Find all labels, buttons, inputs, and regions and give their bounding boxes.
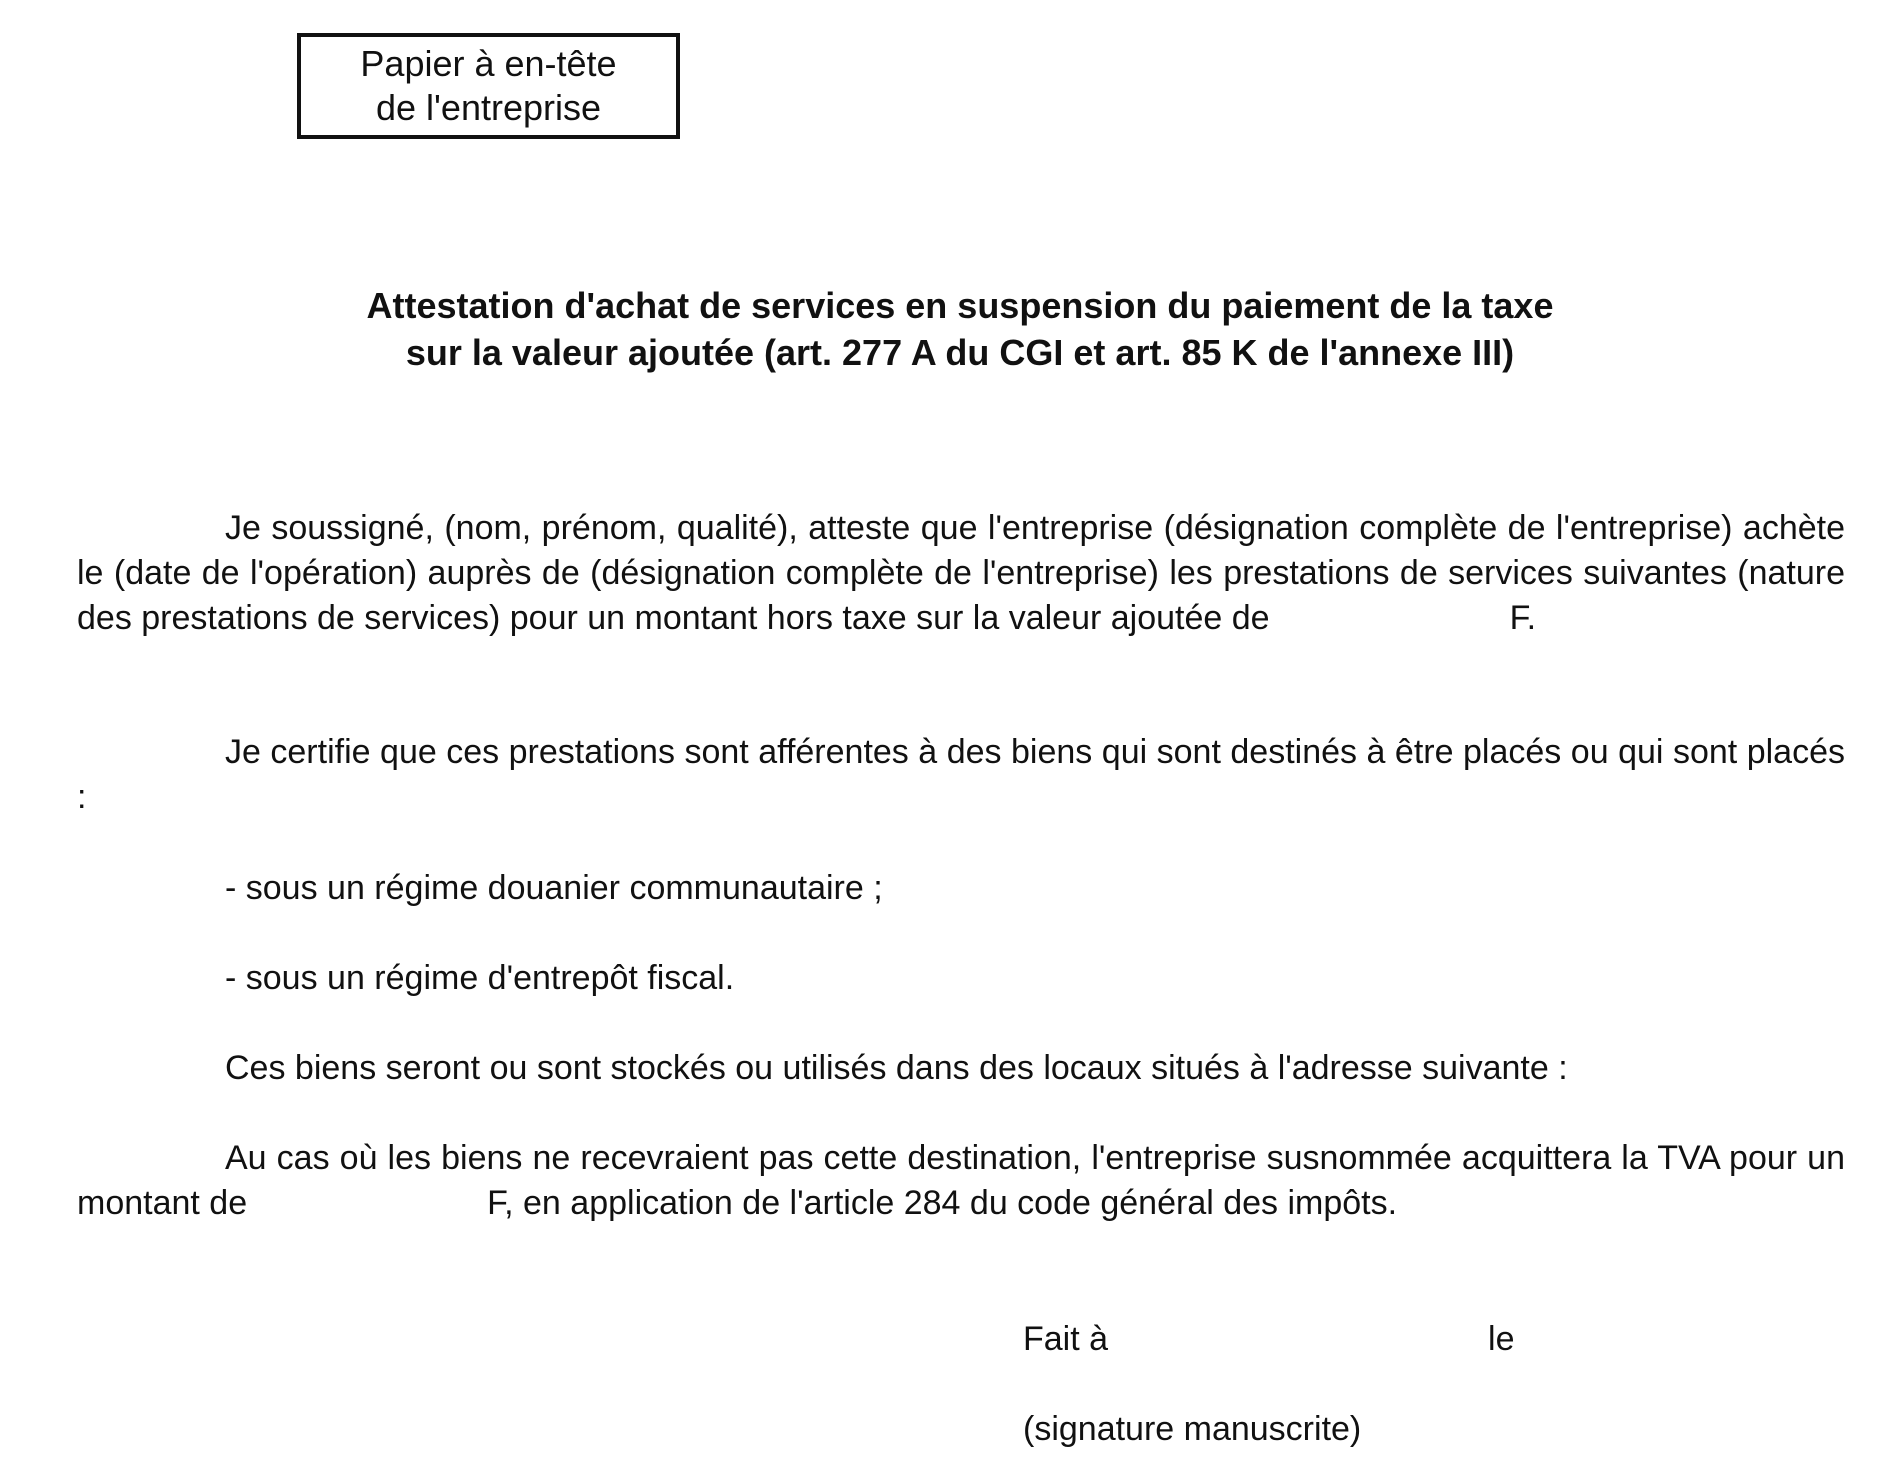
vat-liability-text-a: Au cas où les biens ne recevraient pas cette destination, l'entreprise susnommée acquittera la TVA pour un montant de [77, 1139, 1845, 1222]
letterhead-placeholder-box [297, 33, 680, 139]
paragraph-vat-liability [77, 1136, 1845, 1226]
paragraph-declaration [77, 506, 1845, 641]
list-item-tax-warehouse: - sous un régime d'entrepôt fiscal. [225, 959, 735, 997]
letterhead-line-1: Papier à en-tête [360, 43, 617, 84]
title-line-2: sur la valeur ajoutée (art. 277 A du CGI et art. 85 K de l'annexe III) [405, 332, 1515, 373]
title-line-1: Attestation d'achat de services en suspension du paiement de la taxe [366, 285, 1554, 326]
date-label: le [1488, 1320, 1515, 1358]
fait-a-label: Fait à [1023, 1320, 1109, 1358]
vat-liability-text-b: F, en application de l'article 284 du code général des impôts. [487, 1184, 1398, 1222]
currency-franc: F. [1509, 599, 1537, 637]
letterhead-line-2: de l'entreprise [376, 87, 601, 128]
paragraph-storage-address: Ces biens seront ou sont stockés ou utilisés dans des locaux situés à l'adresse suivante : [225, 1049, 1568, 1087]
declaration-text: Je soussigné, (nom, prénom, qualité), atteste que l'entreprise (désignation complète de l'entreprise) achète le (date de l'opération) auprès de (désignation complète de l'entreprise) les prestations de services suivantes (nature des prestations de services) pour un montant hors taxe sur la valeur ajoutée de [77, 509, 1845, 637]
place-date-line [1023, 1317, 1515, 1362]
list-item-customs-regime: - sous un régime douanier communautaire ; [225, 869, 883, 907]
document-title [0, 282, 1888, 376]
signature-label: (signature manuscrite) [1023, 1410, 1362, 1448]
paragraph-certification: Je certifie que ces prestations sont afférentes à des biens qui sont destinés à être placés ou qui sont placés : [77, 733, 1845, 816]
